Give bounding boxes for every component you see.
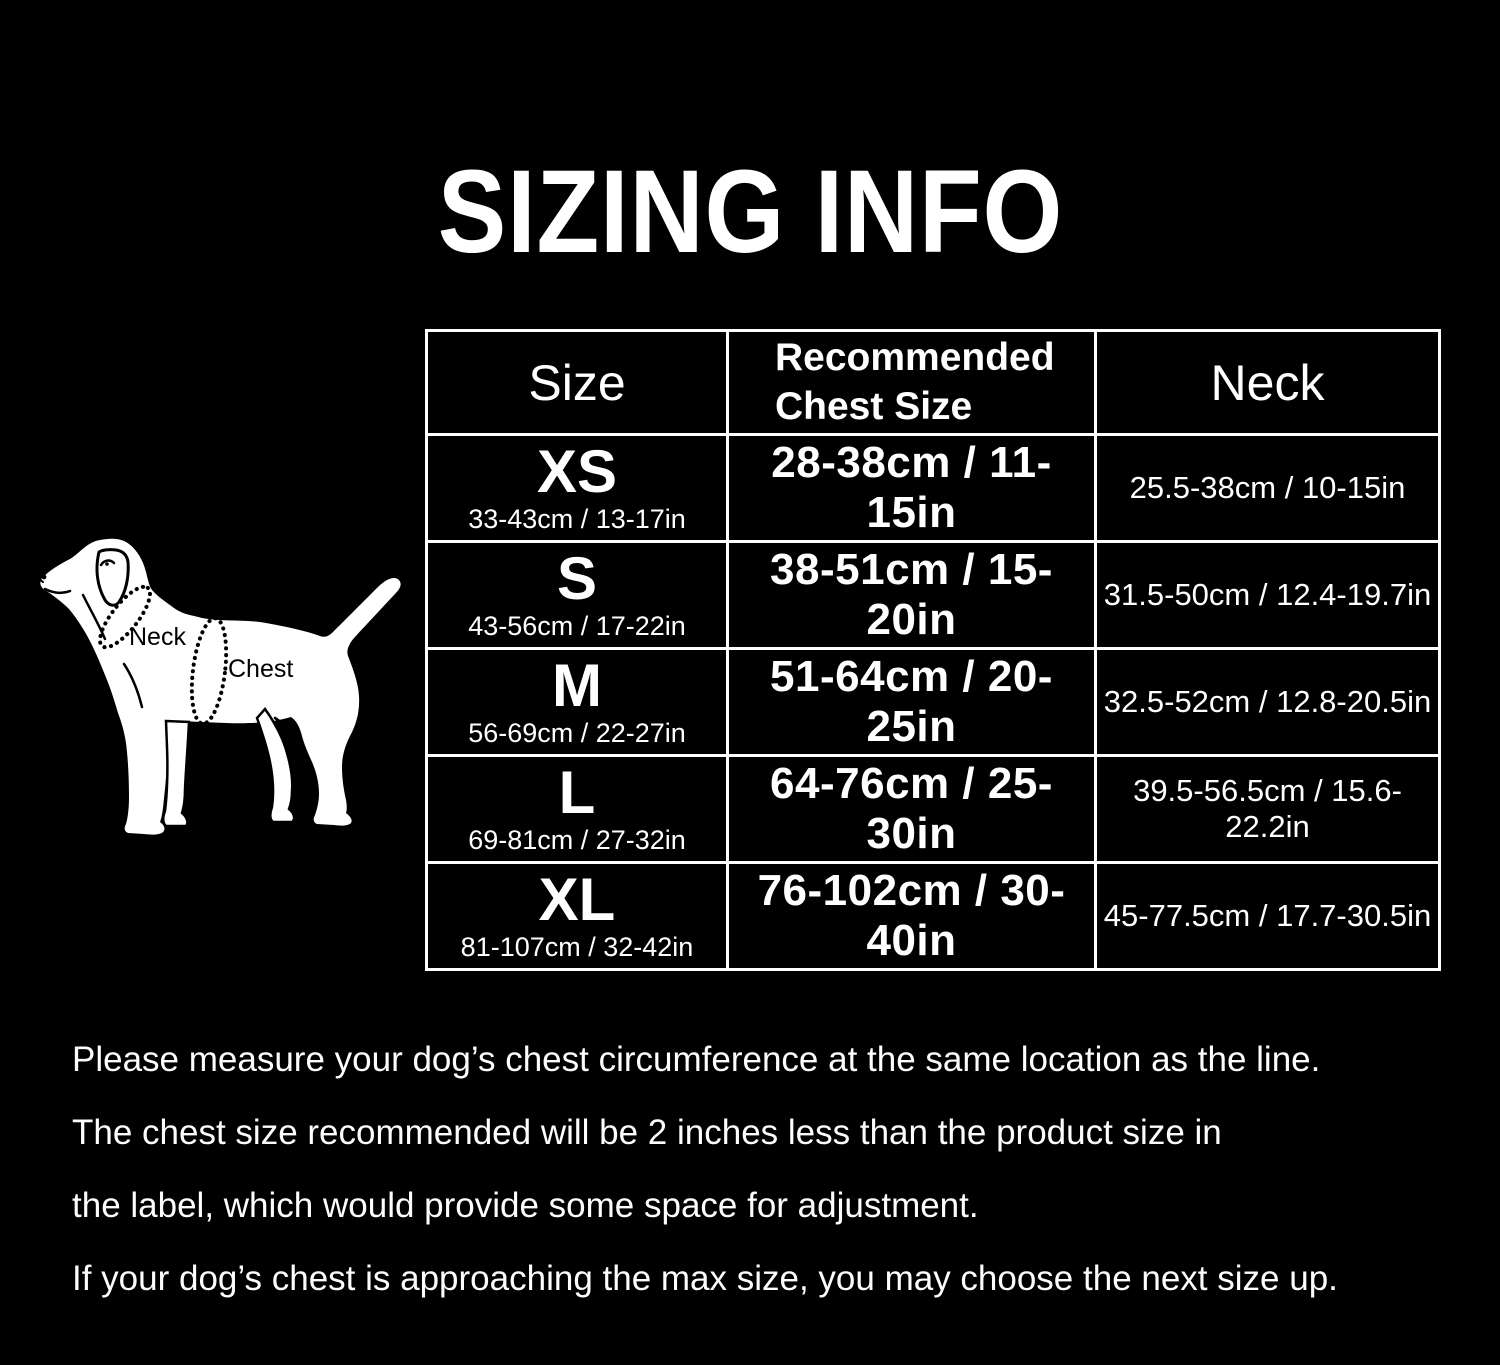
table-row-xl: [427, 863, 1440, 970]
size-range: 56-69cm / 22-27in: [468, 718, 686, 749]
neck-cell: 45-77.5cm / 17.7-30.5in: [1096, 863, 1440, 970]
chest-cell: 51-64cm / 20-25in: [728, 649, 1096, 756]
neck-cell: 25.5-38cm / 10-15in: [1096, 435, 1440, 542]
note-line-4: If your dog’s chest is approaching the max size, you may choose the next size up.: [72, 1259, 1338, 1298]
note-line-2: The chest size recommended will be 2 inches less than the product size in: [72, 1113, 1222, 1152]
size-cell: [427, 649, 728, 756]
dog-eye-pupil: [105, 562, 109, 566]
note-line-3: the label, which would provide some space for adjustment.: [72, 1186, 979, 1225]
measurement-notes: [72, 1042, 1452, 1334]
size-range: 43-56cm / 17-22in: [468, 611, 686, 642]
dog-far-rear-leg: [257, 709, 294, 822]
size-cell: [427, 435, 728, 542]
table-row-m: [427, 649, 1440, 756]
dog-far-front-leg: [163, 721, 189, 826]
size-cell: [427, 756, 728, 863]
chest-label: Chest: [228, 655, 294, 683]
size-letter: S: [556, 545, 598, 613]
page-title: [0, 146, 1500, 279]
dog-nose: [42, 575, 47, 580]
size-letter: L: [558, 759, 596, 827]
header-chest: Recommended Chest Size: [728, 331, 1096, 435]
neck-cell: 32.5-52cm / 12.8-20.5in: [1096, 649, 1440, 756]
size-range: 33-43cm / 13-17in: [468, 504, 686, 535]
sizing-table: [425, 329, 1441, 971]
header-size: Size: [427, 331, 728, 435]
table-row-s: [427, 542, 1440, 649]
size-range: 69-81cm / 27-32in: [468, 825, 686, 856]
chest-cell: 28-38cm / 11-15in: [728, 435, 1096, 542]
size-cell: [427, 542, 728, 649]
neck-cell: 39.5-56.5cm / 15.6-22.2in: [1096, 756, 1440, 863]
dog-body-silhouette: [40, 539, 400, 835]
table-row-xs: [427, 435, 1440, 542]
neck-cell: 31.5-50cm / 12.4-19.7in: [1096, 542, 1440, 649]
size-letter: XL: [538, 866, 616, 934]
dog-ear: [97, 550, 128, 606]
chest-cell: 76-102cm / 30-40in: [728, 863, 1096, 970]
size-cell: [427, 863, 728, 970]
table-header-row: [427, 331, 1440, 435]
size-letter: M: [552, 652, 602, 720]
table-row-l: [427, 756, 1440, 863]
chest-cell: 64-76cm / 25-30in: [728, 756, 1096, 863]
page-title-text: SIZING INFO: [437, 146, 1063, 279]
dog-illustration: [25, 525, 420, 855]
note-line-1: Please measure your dog’s chest circumference at the same location as the line.: [72, 1040, 1321, 1079]
dog-measurement-diagram: [25, 525, 420, 855]
chest-cell: 38-51cm / 15-20in: [728, 542, 1096, 649]
size-letter: XS: [536, 438, 618, 506]
header-neck: Neck: [1096, 331, 1440, 435]
size-range: 81-107cm / 32-42in: [460, 932, 694, 963]
neck-label: Neck: [129, 623, 186, 651]
